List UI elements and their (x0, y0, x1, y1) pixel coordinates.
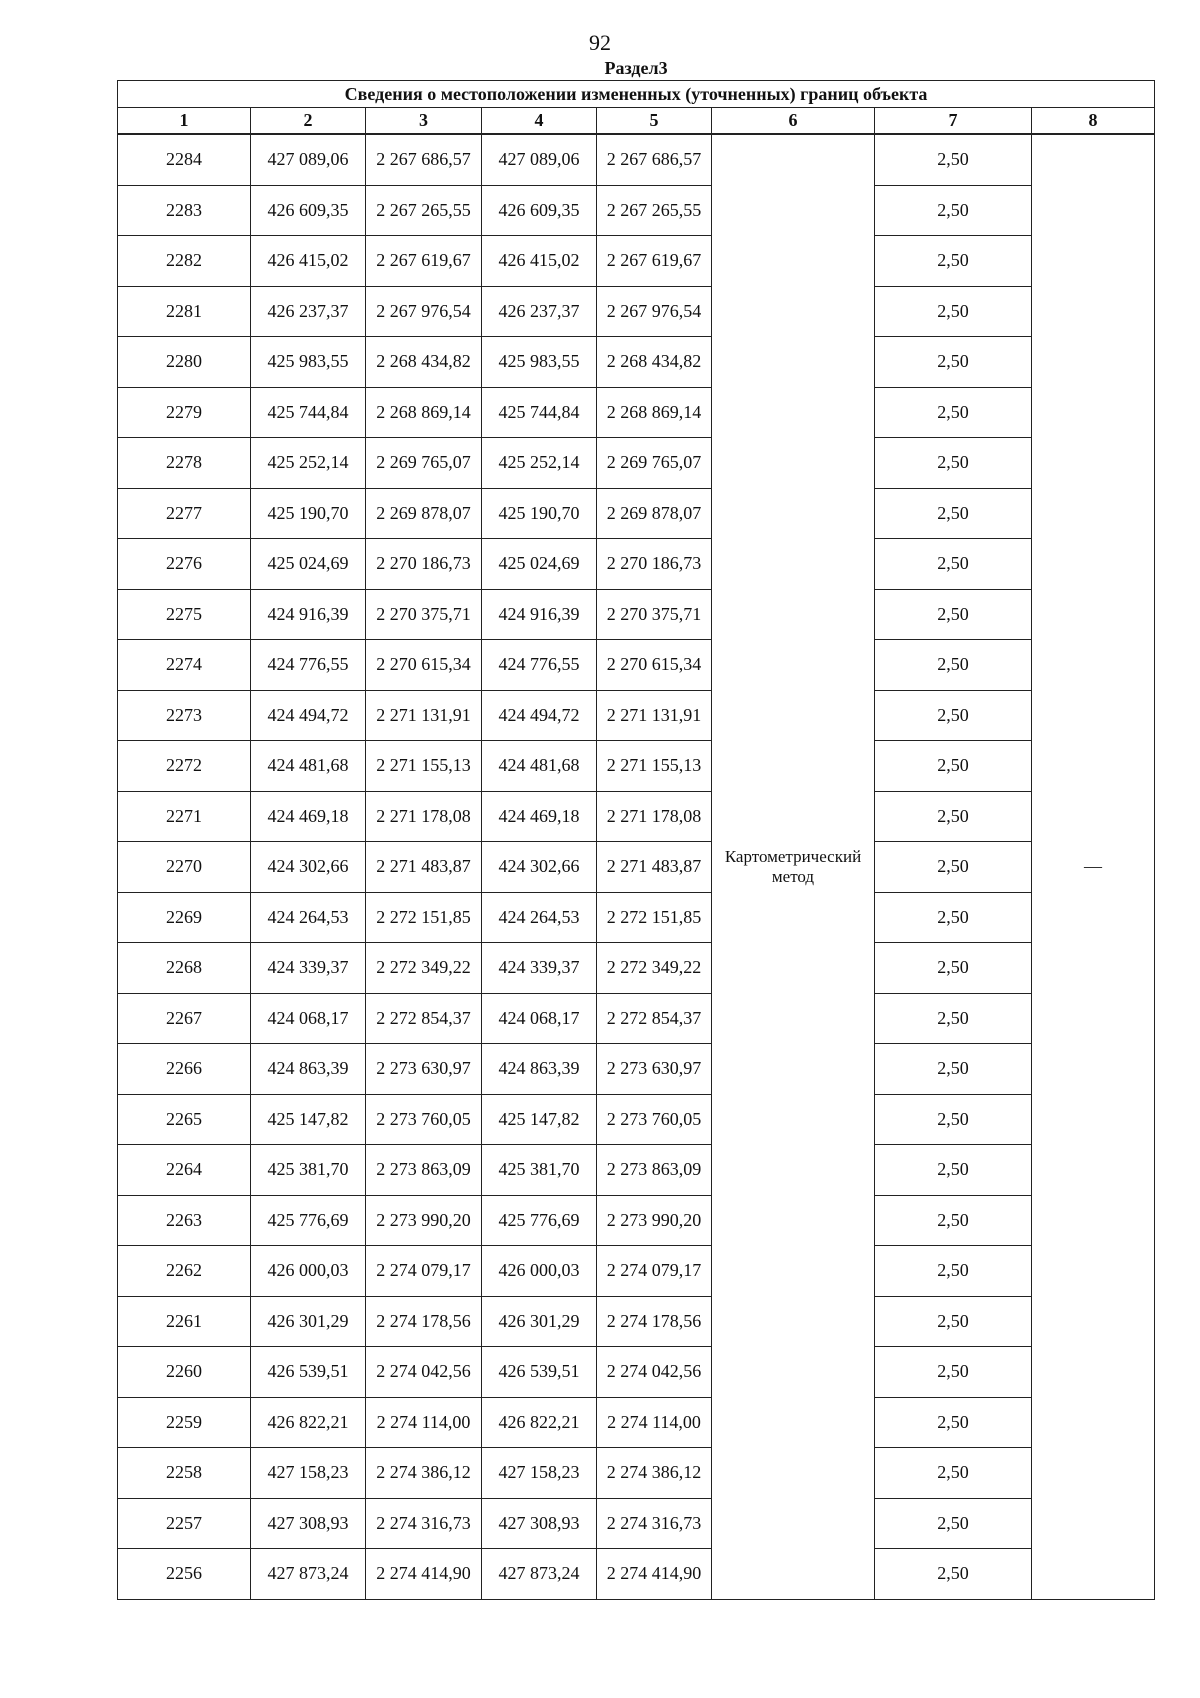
point-number-cell: 2257 (118, 1498, 251, 1549)
column-number-6: 6 (712, 108, 875, 135)
table-row (118, 1296, 1155, 1347)
accuracy-cell: 2,50 (875, 690, 1032, 741)
y-new-cell: 2 269 765,07 (597, 438, 712, 489)
x-new-cell: 427 158,23 (482, 1448, 597, 1499)
x-new-cell: 426 822,21 (482, 1397, 597, 1448)
accuracy-cell: 2,50 (875, 438, 1032, 489)
point-number-cell: 2273 (118, 690, 251, 741)
y-new-cell: 2 273 760,05 (597, 1094, 712, 1145)
x-new-cell: 424 339,37 (482, 943, 597, 994)
x-new-cell: 426 301,29 (482, 1296, 597, 1347)
column-number-3: 3 (366, 108, 482, 135)
x-old-cell: 426 237,37 (251, 286, 366, 337)
accuracy-cell: 2,50 (875, 1397, 1032, 1448)
accuracy-cell: 2,50 (875, 488, 1032, 539)
x-old-cell: 424 068,17 (251, 993, 366, 1044)
accuracy-cell: 2,50 (875, 842, 1032, 893)
table-row (118, 539, 1155, 590)
table-row (118, 387, 1155, 438)
table-row (118, 286, 1155, 337)
y-old-cell: 2 274 079,17 (366, 1246, 482, 1297)
y-new-cell: 2 271 178,08 (597, 791, 712, 842)
x-old-cell: 424 302,66 (251, 842, 366, 893)
y-new-cell: 2 274 178,56 (597, 1296, 712, 1347)
y-new-cell: 2 273 630,97 (597, 1044, 712, 1095)
y-new-cell: 2 274 114,00 (597, 1397, 712, 1448)
y-new-cell: 2 270 186,73 (597, 539, 712, 590)
y-old-cell: 2 274 114,00 (366, 1397, 482, 1448)
accuracy-cell: 2,50 (875, 1448, 1032, 1499)
point-number-cell: 2272 (118, 741, 251, 792)
point-number-cell: 2271 (118, 791, 251, 842)
y-new-cell: 2 274 316,73 (597, 1498, 712, 1549)
table-row (118, 993, 1155, 1044)
point-number-cell: 2259 (118, 1397, 251, 1448)
y-old-cell: 2 272 854,37 (366, 993, 482, 1044)
accuracy-cell: 2,50 (875, 134, 1032, 185)
y-old-cell: 2 270 375,71 (366, 589, 482, 640)
x-new-cell: 425 776,69 (482, 1195, 597, 1246)
x-new-cell: 425 381,70 (482, 1145, 597, 1196)
table-row (118, 1246, 1155, 1297)
point-number-cell: 2268 (118, 943, 251, 994)
table-row (118, 842, 1155, 893)
x-old-cell: 425 983,55 (251, 337, 366, 388)
y-new-cell: 2 270 375,71 (597, 589, 712, 640)
x-new-cell: 425 983,55 (482, 337, 597, 388)
y-new-cell: 2 267 976,54 (597, 286, 712, 337)
y-old-cell: 2 269 765,07 (366, 438, 482, 489)
table-row (118, 236, 1155, 287)
point-number-cell: 2261 (118, 1296, 251, 1347)
y-old-cell: 2 267 265,55 (366, 185, 482, 236)
x-new-cell: 425 147,82 (482, 1094, 597, 1145)
accuracy-cell: 2,50 (875, 892, 1032, 943)
accuracy-cell: 2,50 (875, 1498, 1032, 1549)
y-old-cell: 2 273 760,05 (366, 1094, 482, 1145)
x-old-cell: 425 190,70 (251, 488, 366, 539)
table-row (118, 1195, 1155, 1246)
accuracy-cell: 2,50 (875, 286, 1032, 337)
y-new-cell: 2 267 265,55 (597, 185, 712, 236)
x-old-cell: 425 744,84 (251, 387, 366, 438)
x-new-cell: 425 024,69 (482, 539, 597, 590)
y-new-cell: 2 272 854,37 (597, 993, 712, 1044)
x-new-cell: 427 308,93 (482, 1498, 597, 1549)
x-new-cell: 424 264,53 (482, 892, 597, 943)
table-row (118, 589, 1155, 640)
point-number-cell: 2281 (118, 286, 251, 337)
x-new-cell: 424 302,66 (482, 842, 597, 893)
x-old-cell: 426 822,21 (251, 1397, 366, 1448)
x-old-cell: 424 339,37 (251, 943, 366, 994)
point-number-cell: 2263 (118, 1195, 251, 1246)
point-number-cell: 2270 (118, 842, 251, 893)
y-old-cell: 2 273 863,09 (366, 1145, 482, 1196)
x-new-cell: 427 089,06 (482, 134, 597, 185)
table-row (118, 185, 1155, 236)
y-new-cell: 2 274 414,90 (597, 1549, 712, 1600)
x-new-cell: 424 863,39 (482, 1044, 597, 1095)
y-old-cell: 2 267 619,67 (366, 236, 482, 287)
point-number-cell: 2274 (118, 640, 251, 691)
point-number-cell: 2264 (118, 1145, 251, 1196)
x-old-cell: 424 494,72 (251, 690, 366, 741)
table-row (118, 488, 1155, 539)
accuracy-cell: 2,50 (875, 1145, 1032, 1196)
method-cell: Картометрический метод (712, 134, 875, 1599)
y-new-cell: 2 274 079,17 (597, 1246, 712, 1297)
column-8-cell: — (1032, 134, 1155, 1599)
table-row (118, 1498, 1155, 1549)
x-old-cell: 424 863,39 (251, 1044, 366, 1095)
point-number-cell: 2279 (118, 387, 251, 438)
y-old-cell: 2 273 990,20 (366, 1195, 482, 1246)
point-number-cell: 2275 (118, 589, 251, 640)
y-old-cell: 2 274 178,56 (366, 1296, 482, 1347)
table-row (118, 741, 1155, 792)
accuracy-cell: 2,50 (875, 640, 1032, 691)
table-row (118, 640, 1155, 691)
y-old-cell: 2 274 386,12 (366, 1448, 482, 1499)
x-new-cell: 425 190,70 (482, 488, 597, 539)
accuracy-cell: 2,50 (875, 236, 1032, 287)
x-new-cell: 426 237,37 (482, 286, 597, 337)
x-new-cell: 426 415,02 (482, 236, 597, 287)
y-old-cell: 2 271 131,91 (366, 690, 482, 741)
point-number-cell: 2276 (118, 539, 251, 590)
y-new-cell: 2 271 131,91 (597, 690, 712, 741)
column-number-5: 5 (597, 108, 712, 135)
y-old-cell: 2 268 434,82 (366, 337, 482, 388)
table-row (118, 1549, 1155, 1600)
accuracy-cell: 2,50 (875, 1347, 1032, 1398)
point-number-cell: 2258 (118, 1448, 251, 1499)
x-old-cell: 426 301,29 (251, 1296, 366, 1347)
x-old-cell: 424 469,18 (251, 791, 366, 842)
table-row (118, 690, 1155, 741)
table-row (118, 943, 1155, 994)
y-new-cell: 2 270 615,34 (597, 640, 712, 691)
accuracy-cell: 2,50 (875, 1094, 1032, 1145)
y-old-cell: 2 269 878,07 (366, 488, 482, 539)
y-old-cell: 2 270 615,34 (366, 640, 482, 691)
x-new-cell: 424 068,17 (482, 993, 597, 1044)
accuracy-cell: 2,50 (875, 741, 1032, 792)
x-old-cell: 424 264,53 (251, 892, 366, 943)
x-old-cell: 426 609,35 (251, 185, 366, 236)
x-new-cell: 427 873,24 (482, 1549, 597, 1600)
y-old-cell: 2 273 630,97 (366, 1044, 482, 1095)
table-row (118, 1094, 1155, 1145)
accuracy-cell: 2,50 (875, 185, 1032, 236)
x-old-cell: 424 916,39 (251, 589, 366, 640)
table-row (118, 1347, 1155, 1398)
x-new-cell: 425 744,84 (482, 387, 597, 438)
table-row (118, 1448, 1155, 1499)
y-new-cell: 2 274 386,12 (597, 1448, 712, 1499)
table-row (118, 1044, 1155, 1095)
column-number-2: 2 (251, 108, 366, 135)
x-old-cell: 427 873,24 (251, 1549, 366, 1600)
y-old-cell: 2 271 155,13 (366, 741, 482, 792)
y-old-cell: 2 272 151,85 (366, 892, 482, 943)
x-old-cell: 425 024,69 (251, 539, 366, 590)
table-row (118, 1397, 1155, 1448)
y-old-cell: 2 274 042,56 (366, 1347, 482, 1398)
point-number-cell: 2269 (118, 892, 251, 943)
x-old-cell: 427 158,23 (251, 1448, 366, 1499)
x-new-cell: 426 539,51 (482, 1347, 597, 1398)
x-old-cell: 424 481,68 (251, 741, 366, 792)
y-new-cell: 2 268 869,14 (597, 387, 712, 438)
column-numbers-row (118, 108, 1155, 135)
x-new-cell: 424 481,68 (482, 741, 597, 792)
y-old-cell: 2 271 178,08 (366, 791, 482, 842)
y-new-cell: 2 267 619,67 (597, 236, 712, 287)
x-old-cell: 425 252,14 (251, 438, 366, 489)
table-body (118, 134, 1155, 1599)
point-number-cell: 2262 (118, 1246, 251, 1297)
point-number-cell: 2282 (118, 236, 251, 287)
y-new-cell: 2 273 990,20 (597, 1195, 712, 1246)
point-number-cell: 2260 (118, 1347, 251, 1398)
section-title: Раздел3 (604, 58, 668, 78)
point-number-cell: 2277 (118, 488, 251, 539)
y-new-cell: 2 272 151,85 (597, 892, 712, 943)
table-row (118, 337, 1155, 388)
point-number-cell: 2283 (118, 185, 251, 236)
accuracy-cell: 2,50 (875, 1195, 1032, 1246)
x-new-cell: 424 494,72 (482, 690, 597, 741)
point-number-cell: 2284 (118, 134, 251, 185)
x-old-cell: 426 415,02 (251, 236, 366, 287)
column-number-4: 4 (482, 108, 597, 135)
x-new-cell: 426 000,03 (482, 1246, 597, 1297)
y-old-cell: 2 267 976,54 (366, 286, 482, 337)
x-new-cell: 425 252,14 (482, 438, 597, 489)
column-number-8: 8 (1032, 108, 1155, 135)
y-new-cell: 2 274 042,56 (597, 1347, 712, 1398)
x-old-cell: 426 000,03 (251, 1246, 366, 1297)
table-row (118, 892, 1155, 943)
point-number-cell: 2256 (118, 1549, 251, 1600)
y-old-cell: 2 274 316,73 (366, 1498, 482, 1549)
accuracy-cell: 2,50 (875, 1549, 1032, 1600)
x-new-cell: 426 609,35 (482, 185, 597, 236)
y-old-cell: 2 270 186,73 (366, 539, 482, 590)
point-number-cell: 2280 (118, 337, 251, 388)
accuracy-cell: 2,50 (875, 1044, 1032, 1095)
table-caption: Сведения о местоположении измененных (уточненных) границ объекта (118, 81, 1155, 108)
accuracy-cell: 2,50 (875, 539, 1032, 590)
accuracy-cell: 2,50 (875, 337, 1032, 388)
x-old-cell: 426 539,51 (251, 1347, 366, 1398)
accuracy-cell: 2,50 (875, 943, 1032, 994)
page-number: 92 (589, 30, 611, 55)
table-row (118, 1145, 1155, 1196)
x-new-cell: 424 916,39 (482, 589, 597, 640)
y-old-cell: 2 274 414,90 (366, 1549, 482, 1600)
y-old-cell: 2 267 686,57 (366, 134, 482, 185)
x-old-cell: 425 776,69 (251, 1195, 366, 1246)
y-old-cell: 2 271 483,87 (366, 842, 482, 893)
column-number-7: 7 (875, 108, 1032, 135)
accuracy-cell: 2,50 (875, 387, 1032, 438)
y-old-cell: 2 268 869,14 (366, 387, 482, 438)
accuracy-cell: 2,50 (875, 1246, 1032, 1297)
y-new-cell: 2 267 686,57 (597, 134, 712, 185)
y-new-cell: 2 272 349,22 (597, 943, 712, 994)
point-number-cell: 2266 (118, 1044, 251, 1095)
point-number-cell: 2265 (118, 1094, 251, 1145)
boundary-coordinates-table (117, 56, 1155, 1600)
x-new-cell: 424 469,18 (482, 791, 597, 842)
x-old-cell: 425 381,70 (251, 1145, 366, 1196)
x-old-cell: 427 089,06 (251, 134, 366, 185)
accuracy-cell: 2,50 (875, 1296, 1032, 1347)
y-old-cell: 2 272 349,22 (366, 943, 482, 994)
y-new-cell: 2 269 878,07 (597, 488, 712, 539)
y-new-cell: 2 271 483,87 (597, 842, 712, 893)
accuracy-cell: 2,50 (875, 993, 1032, 1044)
x-new-cell: 424 776,55 (482, 640, 597, 691)
accuracy-cell: 2,50 (875, 589, 1032, 640)
y-new-cell: 2 268 434,82 (597, 337, 712, 388)
table-row (118, 791, 1155, 842)
point-number-cell: 2278 (118, 438, 251, 489)
x-old-cell: 425 147,82 (251, 1094, 366, 1145)
x-old-cell: 427 308,93 (251, 1498, 366, 1549)
table-row (118, 134, 1155, 185)
column-number-1: 1 (118, 108, 251, 135)
x-old-cell: 424 776,55 (251, 640, 366, 691)
point-number-cell: 2267 (118, 993, 251, 1044)
accuracy-cell: 2,50 (875, 791, 1032, 842)
y-new-cell: 2 273 863,09 (597, 1145, 712, 1196)
y-new-cell: 2 271 155,13 (597, 741, 712, 792)
table-row (118, 438, 1155, 489)
